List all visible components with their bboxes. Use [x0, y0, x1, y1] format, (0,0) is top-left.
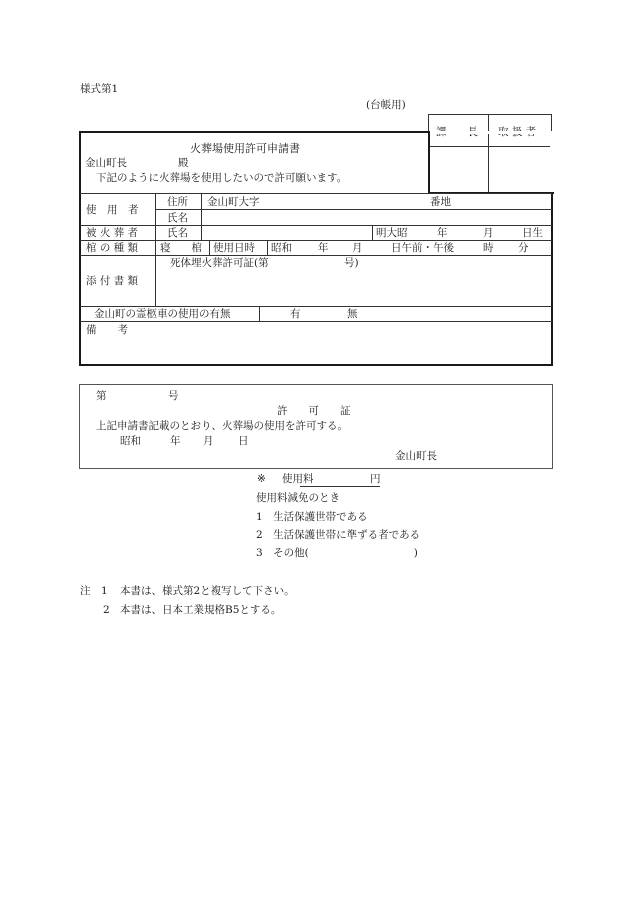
usage-datetime-label: 使用日時	[213, 242, 255, 254]
deceased-name-label: 氏名	[167, 227, 188, 239]
permit-year: 年	[170, 435, 181, 447]
address-field[interactable]: 金山町大字	[207, 196, 260, 208]
note-2-prefix: 2	[103, 604, 110, 616]
hearse-no[interactable]: 無	[347, 308, 358, 320]
permit-day: 日	[238, 435, 249, 447]
permit-number-prefix: 第	[96, 390, 107, 402]
fee-label: 使用料	[282, 473, 314, 485]
exemption-item-1: 1 生活保護世帯である	[256, 511, 368, 523]
application-title: 火葬場使用許可申請書	[190, 142, 300, 155]
attachment-number: 号)	[344, 257, 359, 269]
usage-month: 月	[352, 242, 363, 254]
application-table	[79, 131, 553, 366]
addressee: 金山町長	[85, 157, 127, 169]
birth-year: 年	[437, 227, 448, 239]
honorific: 殿	[178, 157, 189, 169]
note-1-text: 本書は、様式第2と複写して下さい。	[120, 585, 295, 597]
usage-year: 年	[318, 242, 329, 254]
request-text: 下記のように火葬場を使用したいので許可願います。	[96, 172, 348, 184]
fee-amount-line[interactable]	[300, 486, 380, 487]
deceased-label: 被 火 葬 者	[86, 227, 139, 239]
usage-day-ampm: 日午前・午後	[391, 242, 454, 254]
hearse-label: 金山町の霊柩車の使用の有無	[94, 308, 231, 320]
permit-issuer: 金山町長	[395, 450, 437, 462]
attachment-item: 死体埋火葬許可証(第	[170, 257, 269, 269]
permit-text: 上記申請書記載のとおり、火葬場の使用を許可する。	[96, 420, 348, 432]
permit-era: 昭和	[120, 435, 141, 447]
hearse-yes[interactable]: 有	[290, 308, 301, 320]
permit-number-suffix: 号	[168, 390, 179, 402]
coffin-label: 棺 の 種 類	[86, 242, 139, 254]
usage-minute: 分	[518, 242, 529, 254]
birth-month: 月	[483, 227, 494, 239]
birth-era: 明大昭	[376, 227, 408, 239]
remarks-label: 備 考	[86, 324, 128, 336]
usage-hour: 時	[483, 242, 494, 254]
permit-title: 許 可 証	[277, 405, 351, 417]
coffin-type: 寝 棺	[160, 242, 202, 254]
exemption-item-3: 3 その他( )	[256, 547, 418, 559]
applicant-name-label: 氏名	[167, 212, 188, 224]
attachments-label: 添 付 書 類	[86, 275, 139, 287]
exemption-item-2: 2 生活保護世帯に準ずる者である	[256, 529, 421, 541]
permit-month: 月	[203, 435, 214, 447]
fee-unit: 円	[370, 473, 381, 485]
exemption-title: 使用料減免のとき	[256, 492, 340, 504]
form-id: 様式第1	[80, 83, 119, 95]
usage-era: 昭和	[271, 242, 292, 254]
fee-mark: ※	[257, 473, 266, 485]
applicant-label: 使 用 者	[86, 204, 139, 216]
note-1-prefix: 注 1	[80, 585, 108, 597]
birth-day: 日生	[522, 227, 543, 239]
address-label: 住所	[167, 196, 188, 208]
note-2-text: 本書は、日本工業規格B5とする。	[120, 604, 282, 616]
register-label: (台帳用)	[366, 99, 406, 111]
address-suffix: 番地	[430, 196, 451, 208]
